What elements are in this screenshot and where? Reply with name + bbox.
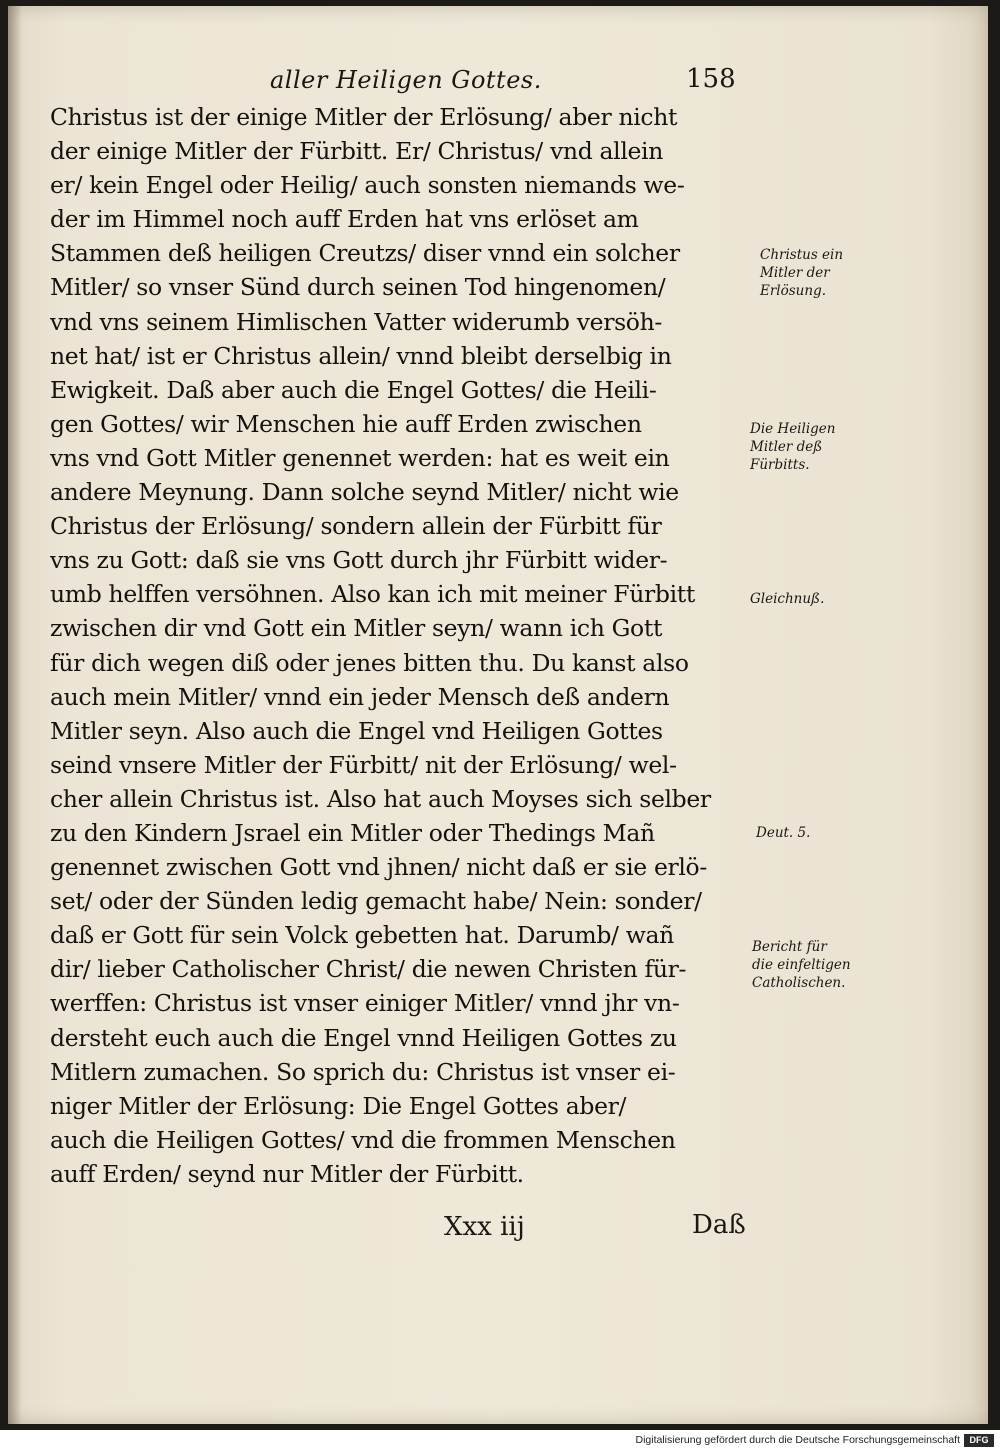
- marginal-note-deut: Deut. 5.: [756, 825, 811, 841]
- text-line: der einige Mitler der Fürbitt. Er/ Christus/ vnd allein: [50, 137, 664, 166]
- text-line: vns zu Gott: daß sie vns Gott durch jhr Fürbitt wider-: [50, 546, 668, 575]
- text-line: Mitlern zumachen. So sprich du: Christus ist vnser ei-: [50, 1057, 676, 1086]
- text-line: daß er Gott für sein Volck gebetten hat. Darumb/ wañ: [50, 921, 674, 950]
- text-line: vnd vns seinem Himlischen Vatter widerumb versöh-: [50, 307, 662, 336]
- text-line: dir/ lieber Catholischer Christ/ die newen Christen für-: [50, 955, 687, 984]
- marginal-note-christus-mitler: Christus ein Mitler der Erlösung.: [760, 247, 844, 299]
- text-line: er/ kein Engel oder Heilig/ auch sonsten niemands we-: [50, 171, 685, 200]
- text-line: für dich wegen diß oder jenes bitten thu. Du kanst also: [50, 648, 689, 677]
- funding-credit: Digitalisierung gefördert durch die Deutsche Forschungsgemeinschaft: [635, 1434, 960, 1446]
- text-line: auff Erden/ seynd nur Mitler der Fürbitt.: [50, 1159, 524, 1188]
- page-gutter-shadow: [8, 6, 22, 1424]
- running-head: aller Heiligen Gottes.: [270, 66, 542, 94]
- catchword: Daß: [692, 1210, 746, 1240]
- text-line: werffen: Christus ist vnser einiger Mitler/ vnnd jhr vn-: [50, 989, 680, 1018]
- page-number: 158: [686, 64, 736, 94]
- marginal-note-bericht: Bericht für die einfeltigen Catholischen.: [752, 939, 851, 991]
- text-line: vns vnd Gott Mitler genennet werden: hat es weit ein: [50, 443, 670, 472]
- dfg-logo: DFG: [964, 1434, 994, 1447]
- text-line: cher allein Christus ist. Also hat auch Moyses sich selber: [50, 784, 711, 813]
- text-line: auch die Heiligen Gottes/ vnd die frommen Menschen: [50, 1125, 676, 1154]
- text-line: Christus der Erlösung/ sondern allein der Fürbitt für: [50, 512, 662, 541]
- digitization-footer: [0, 1430, 1000, 1452]
- text-line: genennet zwischen Gott vnd jhnen/ nicht daß er sie erlö-: [50, 853, 707, 882]
- text-line: seind vnsere Mitler der Fürbitt/ nit der Erlösung/ wel-: [50, 750, 677, 779]
- text-line: niger Mitler der Erlösung: Die Engel Gottes aber/: [50, 1091, 627, 1120]
- text-line: Ewigkeit. Daß aber auch die Engel Gottes/ die Heili-: [50, 375, 657, 404]
- text-line: net hat/ ist er Christus allein/ vnnd bleibt derselbig in: [50, 341, 672, 370]
- text-line: andere Meynung. Dann solche seynd Mitler/ nicht wie: [50, 478, 679, 507]
- text-line: umb helffen versöhnen. Also kan ich mit meiner Fürbitt: [50, 580, 695, 609]
- text-line: Christus ist der einige Mitler der Erlösung/ aber nicht: [50, 103, 678, 131]
- text-line: der im Himmel noch auff Erden hat vns erlöset am: [50, 205, 639, 234]
- text-line: Mitler seyn. Also auch die Engel vnd Heiligen Gottes: [50, 716, 663, 745]
- marginal-note-heiligen-mitler: Die Heiligen Mitler deß Fürbitts.: [750, 421, 836, 473]
- signature-mark: Xxx iij: [444, 1212, 525, 1242]
- main-text-block: [50, 100, 760, 1191]
- marginal-note-gleichnuss: Gleichnuß.: [750, 591, 825, 607]
- text-line: Mitler/ so vnser Sünd durch seinen Tod hingenomen/: [50, 273, 666, 302]
- text-line: gen Gottes/ wir Menschen hie auff Erden zwischen: [50, 409, 642, 438]
- text-line: zu den Kindern Jsrael ein Mitler oder Thedings Mañ: [50, 818, 655, 847]
- text-line: zwischen dir vnd Gott ein Mitler seyn/ wann ich Gott: [50, 614, 663, 643]
- text-line: set/ oder der Sünden ledig gemacht habe/ Nein: sonder/: [50, 887, 702, 916]
- text-line: Stammen deß heiligen Creutzs/ diser vnnd ein solcher: [50, 239, 680, 268]
- text-line: auch mein Mitler/ vnnd ein jeder Mensch deß andern: [50, 682, 670, 711]
- text-line: dersteht euch auch die Engel vnnd Heiligen Gottes zu: [50, 1023, 677, 1052]
